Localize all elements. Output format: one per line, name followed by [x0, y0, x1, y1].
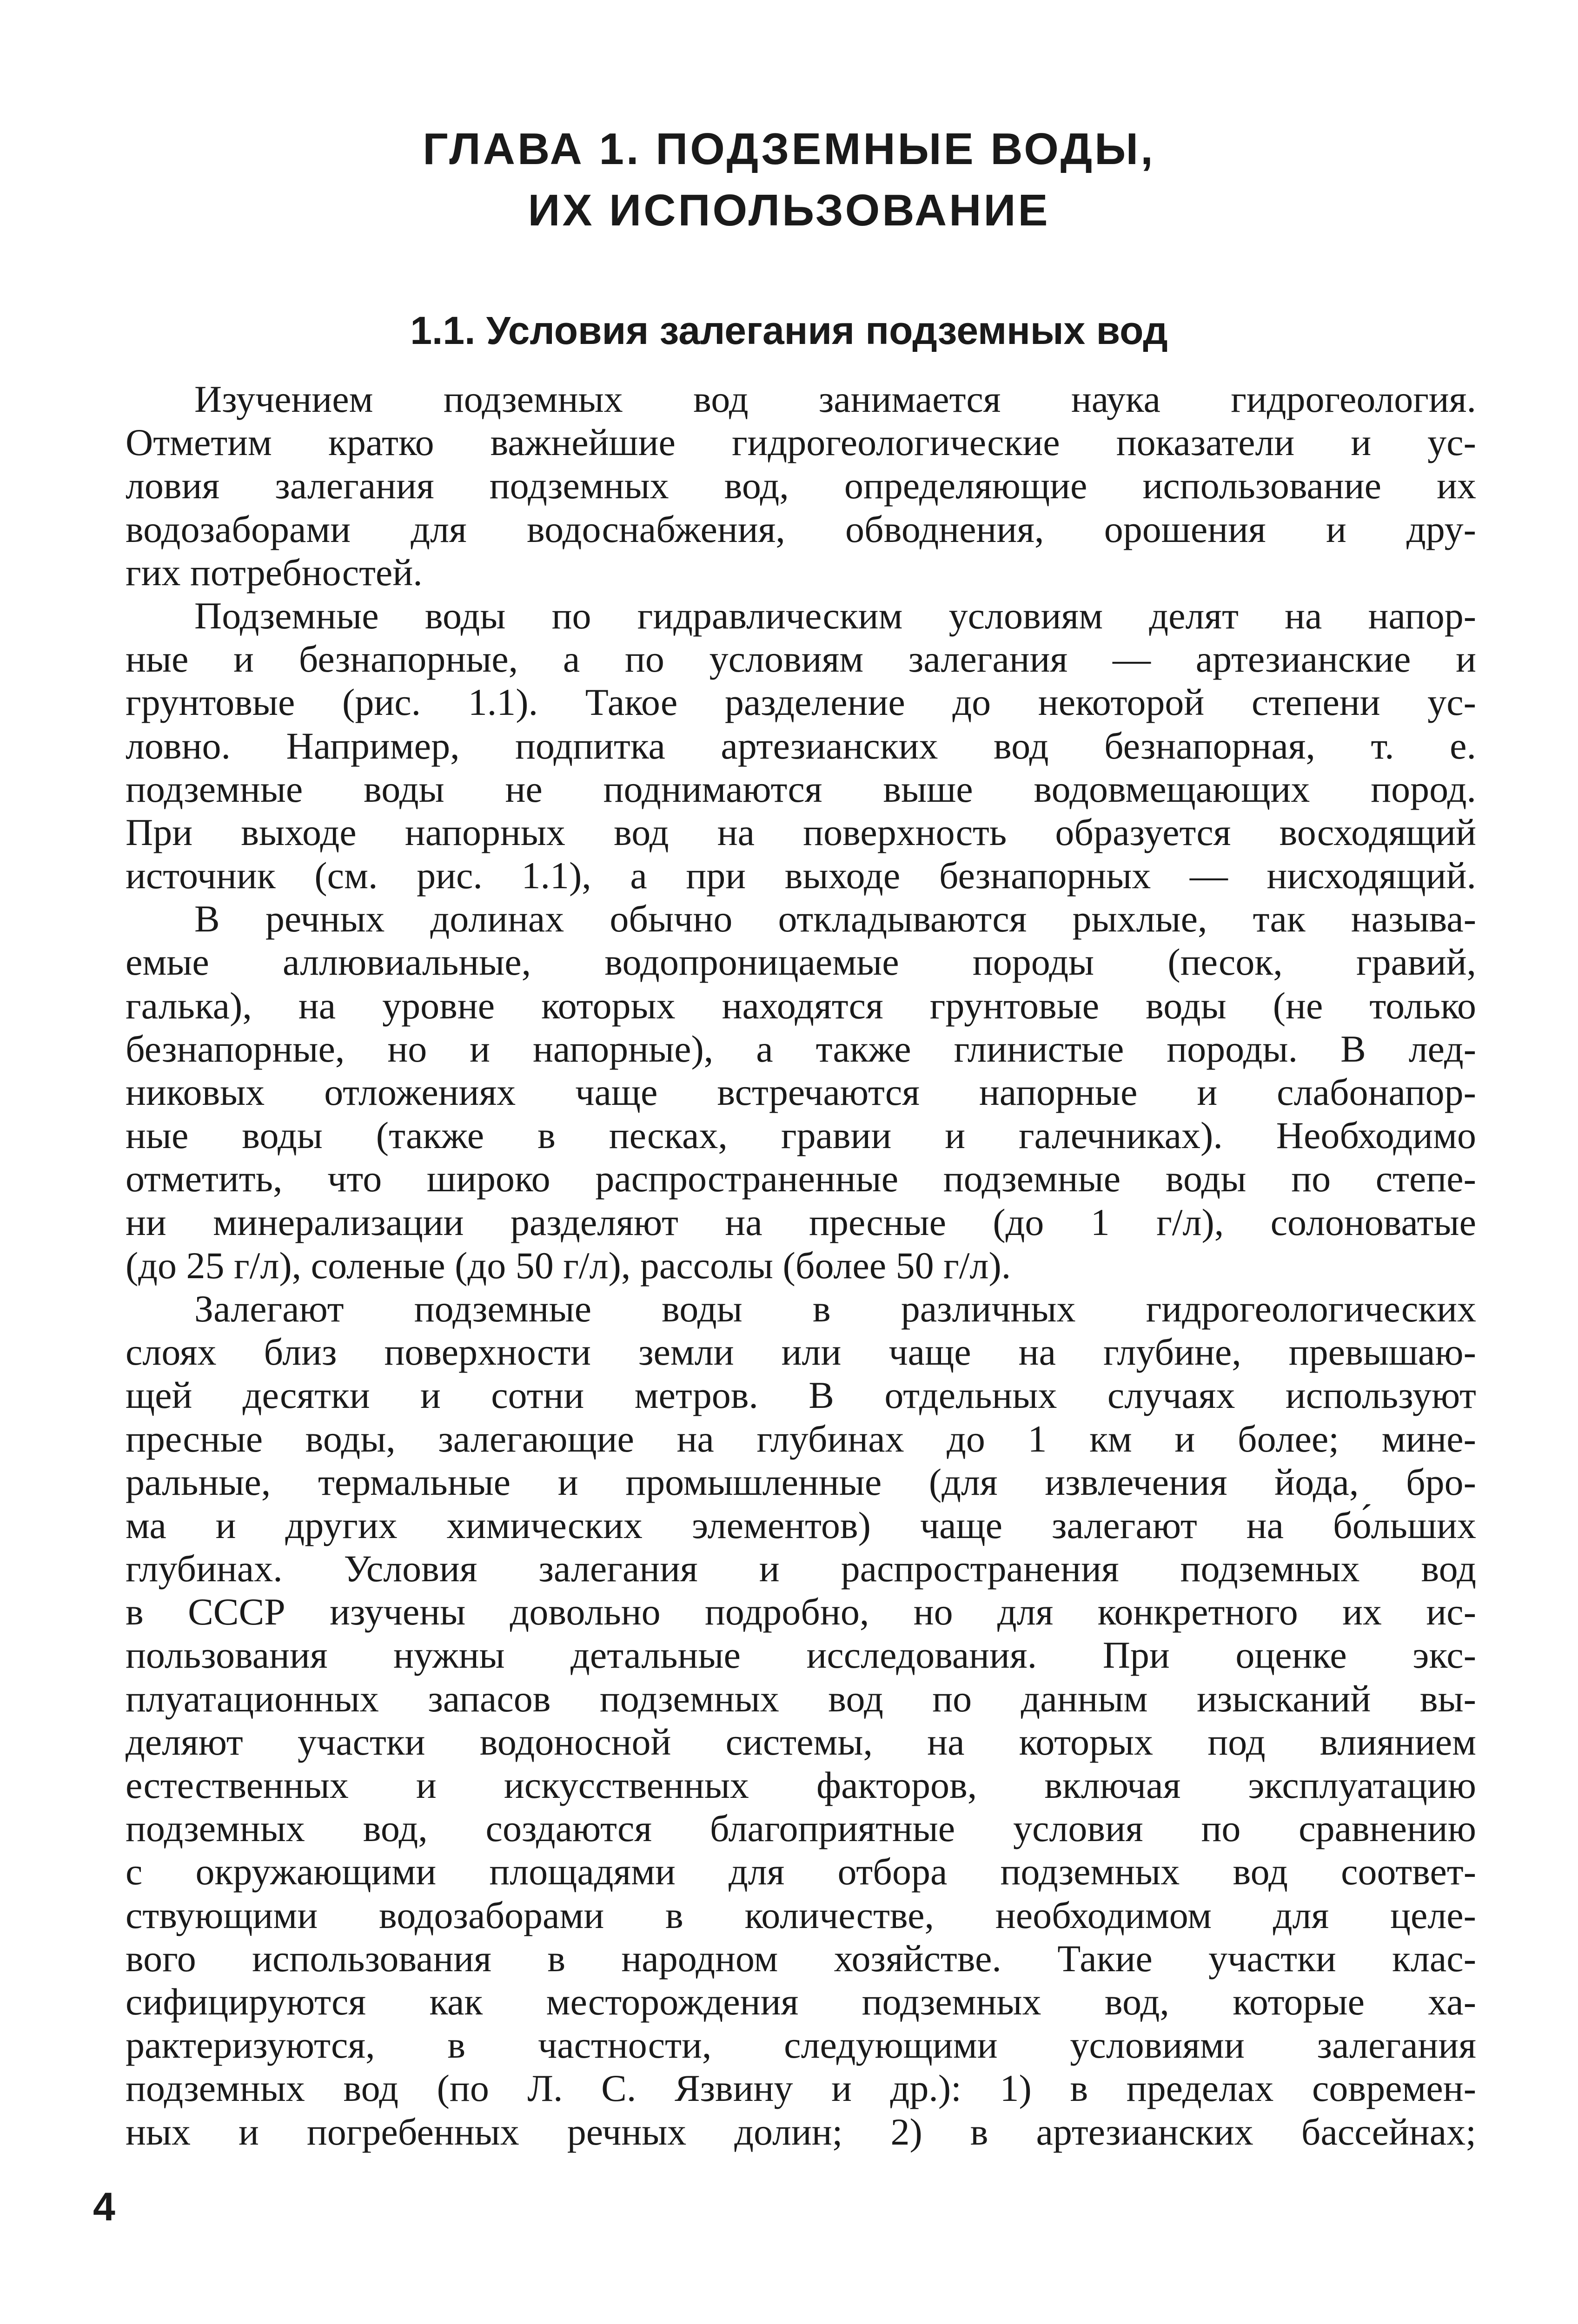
text-line: естественных и искусственных факторов, включая эксплуатацию [126, 1764, 1476, 1806]
text-line: ные воды (также в песках, гравии и галечниках). Необходимо [126, 1114, 1476, 1157]
text-line: Залегают подземные воды в различных гидрогеологических [194, 1287, 1476, 1330]
text-line: Подземные воды по гидравлическим условиям делят на напор- [194, 594, 1476, 637]
text-line: Изучением подземных вод занимается наука гидрогеология. [194, 378, 1476, 420]
text-line: деляют участки водоносной системы, на которых под влиянием [126, 1720, 1476, 1763]
text-line: никовых отложениях чаще встречаются напорные и слабонапор- [126, 1071, 1476, 1113]
text-line: плуатационных запасов подземных вод по данным изысканий вы- [126, 1677, 1476, 1720]
text-line: безнапорные, но и напорные), а также глинистые породы. В лед- [126, 1027, 1476, 1070]
text-line: емые аллювиальные, водопроницаемые породы (песок, гравий, [126, 941, 1476, 984]
text-line: отметить, что широко распространенные подземные воды по степе- [126, 1157, 1476, 1200]
page-number: 4 [93, 2185, 115, 2229]
text-line: При выходе напорных вод на поверхность образуется восходящий [126, 811, 1476, 853]
text-line: слоях близ поверхности земли или чаще на глубине, превышаю- [126, 1331, 1476, 1373]
chapter-title-line-2: ИХ ИСПОЛЬЗОВАНИЕ [528, 185, 1050, 235]
text-line: ловно. Например, подпитка артезианских вод безнапорная, т. е. [126, 724, 1476, 767]
text-line: гих потребностей. [126, 551, 423, 594]
text-line: ни минерализации разделяют на пресные (до 1 г/л), солоноватые [126, 1201, 1476, 1243]
text-line: ные и безнапорные, а по условиям залегания — артезианские и [126, 638, 1476, 680]
text-line: водозаборами для водоснабжения, обводнения, орошения и дру- [126, 508, 1476, 550]
text-line: сифицируются как месторождения подземных вод, которые ха- [126, 1980, 1476, 2023]
text-line: Отметим кратко важнейшие гидрогеологические показатели и ус- [126, 421, 1476, 464]
text-line: глубинах. Условия залегания и распространения подземных вод [126, 1547, 1476, 1590]
text-line: источник (см. рис. 1.1), а при выходе безнапорных — нисходящий. [126, 854, 1476, 897]
text-line: в СССР изучены довольно подробно, но для конкретного их ис- [126, 1591, 1476, 1633]
text-line: В речных долинах обычно откладываются рыхлые, так называ- [194, 898, 1476, 940]
chapter-title [0, 119, 1578, 241]
text-line: ных и погребенных речных долин; 2) в артезианских бассейнах; [126, 2110, 1476, 2153]
section-title: 1.1. Условия залегания подземных вод [410, 309, 1168, 352]
text-line: грунтовые (рис. 1.1). Такое разделение до некоторой степени ус- [126, 681, 1476, 724]
text-line: подземных вод (по Л. С. Язвину и др.): 1) в пределах современ- [126, 2067, 1476, 2110]
text-line: галька), на уровне которых находятся грунтовые воды (не только [126, 984, 1476, 1027]
text-line: подземные воды не поднимаются выше водовмещающих пород. [126, 767, 1476, 810]
text-line: щей десятки и сотни метров. В отдельных случаях используют [126, 1374, 1476, 1417]
text-line: ма и других химических элементов) чаще залегают на бо́льших [126, 1504, 1476, 1546]
text-line: (до 25 г/л), соленые (до 50 г/л), рассолы (более 50 г/л). [126, 1244, 1011, 1287]
body-text [126, 377, 1476, 2153]
chapter-title-line-1: ГЛАВА 1. ПОДЗЕМНЫЕ ВОДЫ, [423, 124, 1155, 174]
text-line: пресные воды, залегающие на глубинах до 1 км и более; мине- [126, 1417, 1476, 1460]
text-line: пользования нужны детальные исследования. При оценке экс- [126, 1634, 1476, 1677]
text-line: ральные, термальные и промышленные (для извлечения йода, бро- [126, 1460, 1476, 1503]
text-line: ловия залегания подземных вод, определяющие использование их [126, 464, 1476, 507]
text-line: подземных вод, создаются благоприятные условия по сравнению [126, 1807, 1476, 1850]
text-line: с окружающими площадями для отбора подземных вод соответ- [126, 1850, 1476, 1893]
text-line: рактеризуются, в частности, следующими условиями залегания [126, 2024, 1476, 2067]
text-line: ствующими водозаборами в количестве, необходимом для целе- [126, 1894, 1476, 1936]
text-line: вого использования в народном хозяйстве. Такие участки клас- [126, 1937, 1476, 1980]
